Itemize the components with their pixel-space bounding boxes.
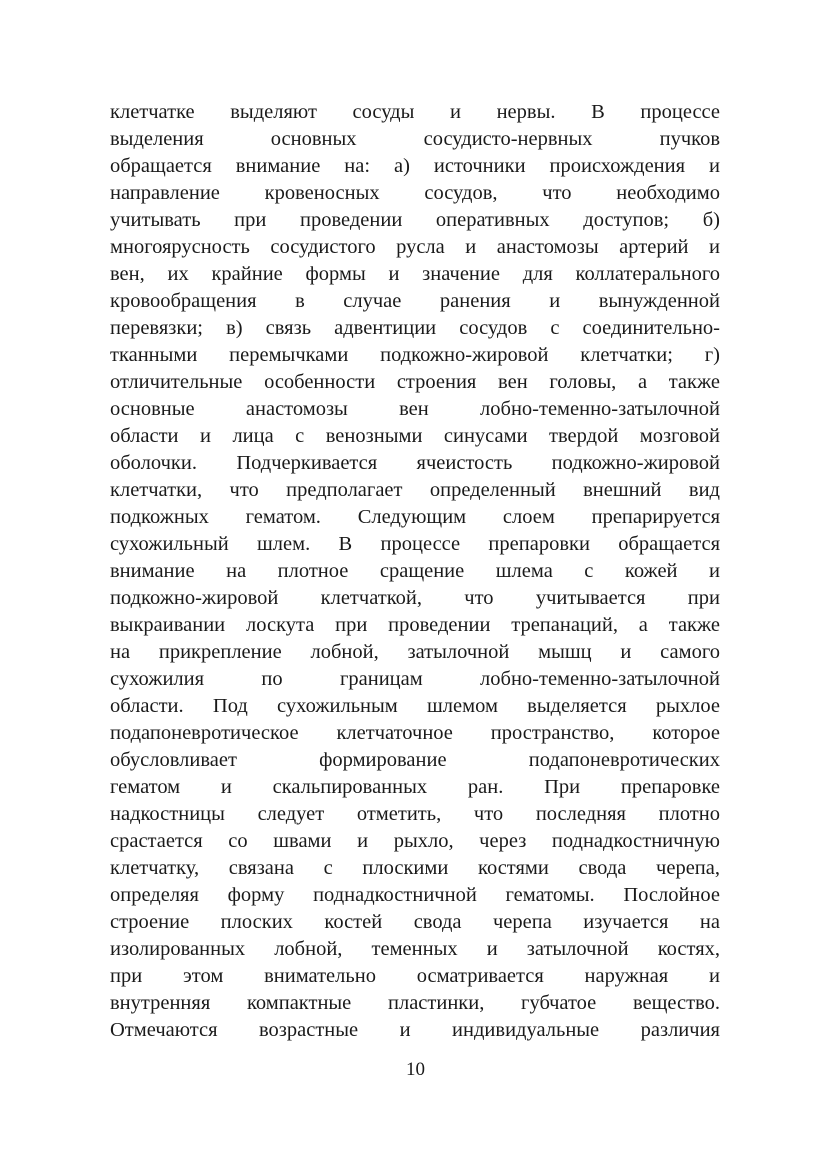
text-line: обусловливает формирование подапоневротических — [110, 749, 720, 771]
page-number: 10 — [406, 1059, 425, 1080]
text-line: внимание на плотное сращение шлема с кожей и — [110, 560, 720, 582]
text-line: подапоневротическое клетчаточное пространство, которое — [110, 722, 720, 744]
text-line: Отмечаются возрастные и индивидуальные различия — [110, 1019, 720, 1041]
text-line: изолированных лобной, теменных и затылочной костях, — [110, 938, 720, 960]
text-line: определяя форму поднадкостничной гематомы. Послойное — [110, 884, 720, 906]
text-line: основные анастомозы вен лобно-теменно-затылочной — [110, 398, 720, 420]
text-line: отличительные особенности строения вен головы, а также — [110, 371, 720, 393]
text-line: строение плоских костей свода черепа изучается на — [110, 911, 720, 933]
text-line: сухожильный шлем. В процессе препаровки обращается — [110, 533, 720, 555]
text-line: перевязки; в) связь адвентиции сосудов с соединительно- — [110, 317, 720, 339]
text-line: подкожно-жировой клетчаткой, что учитывается при — [110, 587, 720, 609]
text-line: срастается со швами и рыхло, через поднадкостничную — [110, 830, 720, 852]
text-line: оболочки. Подчеркивается ячеистость подкожно-жировой — [110, 452, 720, 474]
text-line: клетчатку, связана с плоскими костями свода черепа, — [110, 857, 720, 879]
text-line: вен, их крайние формы и значение для коллатерального — [110, 263, 720, 285]
body-text — [110, 99, 720, 1044]
text-line: направление кровеносных сосудов, что необходимо — [110, 182, 720, 204]
text-line: гематом и скальпированных ран. При препаровке — [110, 776, 720, 798]
text-line: обращается внимание на: а) источники происхождения и — [110, 155, 720, 177]
text-line: тканными перемычками подкожно-жировой клетчатки; г) — [110, 344, 720, 366]
text-line: внутренняя компактные пластинки, губчатое вещество. — [110, 992, 720, 1014]
text-line: сухожилия по границам лобно-теменно-затылочной — [110, 668, 720, 690]
text-line: надкостницы следует отметить, что последняя плотно — [110, 803, 720, 825]
text-line: учитывать при проведении оперативных доступов; б) — [110, 209, 720, 231]
text-line: многоярусность сосудистого русла и анастомозы артерий и — [110, 236, 720, 258]
text-line: при этом внимательно осматривается наружная и — [110, 965, 720, 987]
text-line: клетчатке выделяют сосуды и нервы. В процессе — [110, 101, 720, 123]
text-line: подкожных гематом. Следующим слоем препарируется — [110, 506, 720, 528]
text-line: клетчатки, что предполагает определенный внешний вид — [110, 479, 720, 501]
text-line: кровообращения в случае ранения и вынужденной — [110, 290, 720, 312]
text-line: области и лица с венозными синусами твердой мозговой — [110, 425, 720, 447]
text-line: выделения основных сосудисто-нервных пучков — [110, 128, 720, 150]
text-line: выкраивании лоскута при проведении трепанаций, а также — [110, 614, 720, 636]
text-line: на прикрепление лобной, затылочной мышц и самого — [110, 641, 720, 663]
text-line: области. Под сухожильным шлемом выделяется рыхлое — [110, 695, 720, 717]
